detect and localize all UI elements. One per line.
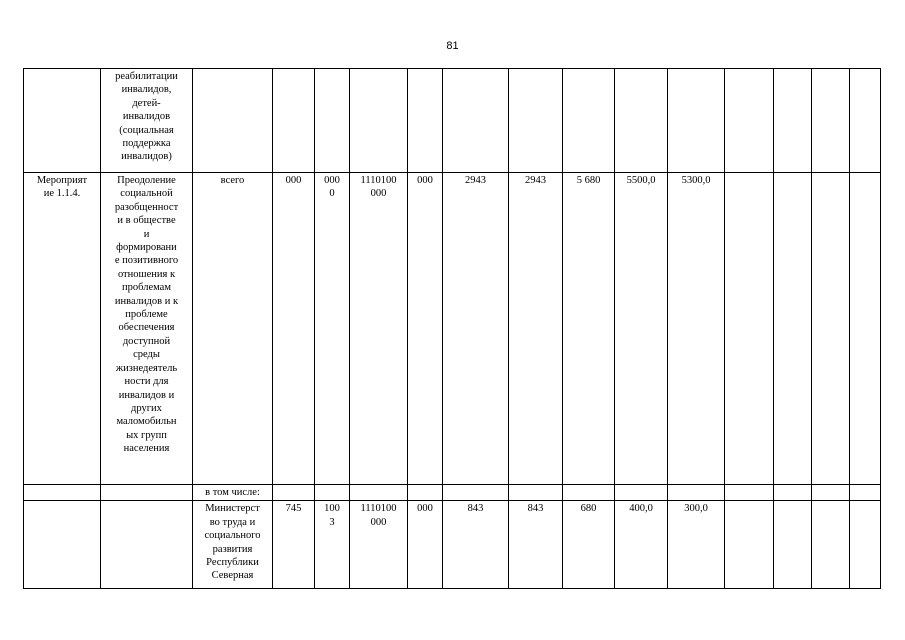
table-cell [350,69,408,173]
table-cell [408,69,443,173]
table-cell: Министерст во труда и социального развития Республики Северная [193,501,273,589]
table-cell: 000 [408,173,443,485]
table-cell: 400,0 [615,501,668,589]
page-number: 81 [446,40,459,52]
table-cell [850,485,881,501]
table-cell: 2943 [443,173,509,485]
table-cell: 300,0 [668,501,725,589]
table-cell [408,485,443,501]
table-cell [774,501,812,589]
table-cell: 5 680 [563,173,615,485]
table-cell [725,485,774,501]
table-cell: 5500,0 [615,173,668,485]
table-cell: реабилитации инвалидов, детей- инвалидов (социальная поддержка инвалидов) [101,69,193,173]
table-cell [774,173,812,485]
table-cell: в том числе: [193,485,273,501]
table-cell [725,69,774,173]
table-cell [615,485,668,501]
table-cell [509,69,563,173]
table-cell: 745 [273,501,315,589]
table-cell [850,69,881,173]
table-cell [443,485,509,501]
table-cell [443,69,509,173]
table-row [24,69,881,173]
table-cell [24,69,101,173]
table-cell: 843 [443,501,509,589]
table-cell [350,485,408,501]
table-cell [668,69,725,173]
table-cell [725,173,774,485]
table-cell: 1110100 000 [350,501,408,589]
table-cell [812,501,850,589]
table-cell: 000 0 [315,173,350,485]
table-cell [509,485,563,501]
table-cell [563,485,615,501]
table-cell [563,69,615,173]
table-cell [193,69,273,173]
table-cell [812,173,850,485]
table-cell [668,485,725,501]
table-cell: 843 [509,501,563,589]
table-cell [774,485,812,501]
table-cell [101,485,193,501]
table-cell [812,69,850,173]
table-cell: Преодоление социальной разобщенност и в обществе и формировани е позитивного отношения к проблемам инвалидов и к проблеме обеспечения доступной среды жизнедеятель ности для инвалидов и других маломобильн ых групп населения [101,173,193,485]
table-cell: 5300,0 [668,173,725,485]
table-cell [812,485,850,501]
table-cell: 680 [563,501,615,589]
table-cell: Мероприят ие 1.1.4. [24,173,101,485]
table-cell [101,501,193,589]
table-cell [24,485,101,501]
table-cell: 000 [273,173,315,485]
table-cell [850,501,881,589]
table-cell [774,69,812,173]
table-cell [725,501,774,589]
table-cell [273,485,315,501]
table-row [24,501,881,589]
table-row [24,173,881,485]
table-cell [273,69,315,173]
table-cell: всего [193,173,273,485]
table-cell [850,173,881,485]
table-cell: 1110100 000 [350,173,408,485]
table-cell [24,501,101,589]
table-cell: 100 3 [315,501,350,589]
table-cell [315,69,350,173]
table-row [24,485,881,501]
table-cell [615,69,668,173]
table-cell: 000 [408,501,443,589]
table-cell [315,485,350,501]
budget-table [23,68,881,589]
table-cell: 2943 [509,173,563,485]
